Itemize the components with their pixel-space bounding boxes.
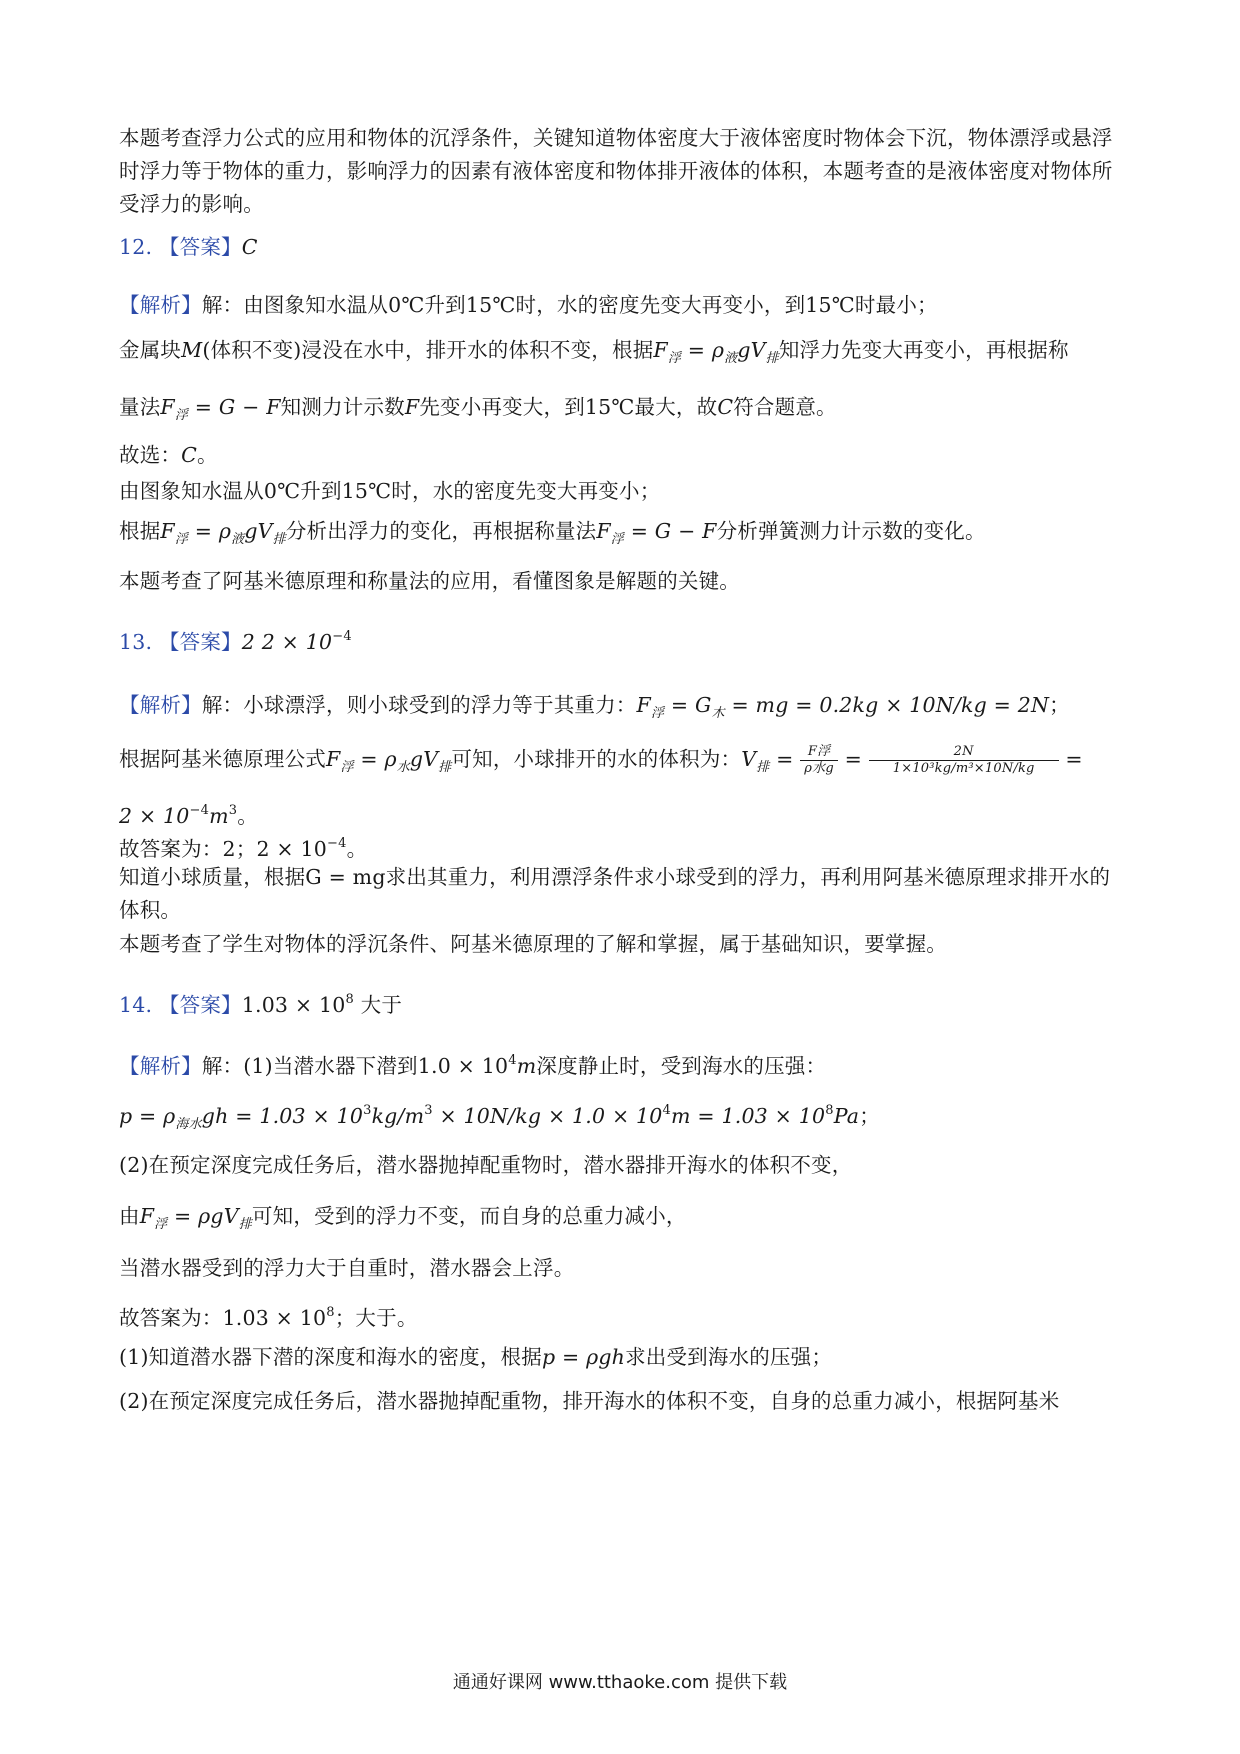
q14-method-line2: (2)在预定深度完成任务后，潜水器抛掉配重物，排开海水的体积不变，自身的总重力减小，根据阿基米 [119,1389,1060,1413]
q12-number: 12. [119,235,153,259]
page-footer: 通通好课网 www.tthaoke.com 提供下载 [452,1672,788,1693]
q14-analysis-line4: 由$F_浮 = \rho gV_排$可知，受到的浮力不变，而自身的总重力减小， [119,1204,687,1232]
q12-analysis-label: 【解析】 [119,293,202,317]
q12-analysis-line1: 【解析】解：由图象知水温从0℃升到15℃时，水的密度先变大再变小，到15℃时最小； [119,293,938,317]
fraction-buoyancy-over-density: $\frac{\text{F浮}}{\text{ρ水g}}$ [800,744,838,777]
q14-number: 14. [119,993,153,1017]
q13-analysis-label: 【解析】 [119,693,202,717]
q13-comment-line: 本题考查了学生对物体的浮沉条件、阿基米德原理的了解和掌握，属于基础知识，要掌握。 [119,932,947,956]
q13-answer: 13. 【答案】2 $2 \times 10^{-4}$ [119,629,352,654]
q14-answer: 14. 【答案】$1.03 \times 10^8$ 大于 [119,992,403,1017]
q12-recap-line: 由图象知水温从0℃升到15℃时，水的密度先变大再变小； [119,479,661,503]
q13-analysis-line2: 根据阿基米德原理公式$F_浮 = \rho_水gV_排$可知，小球排开的水的体积为：$V_排$ = $\frac{\text{F浮}}{\text{ρ水g}}$ = $\frac{2N}{\text{1×10³kg/m³×10N/kg}}$ = [119,744,1083,776]
q11-summary: 本题考查浮力公式的应用和物体的沉浮条件，关键知道物体密度大于液体密度时物体会下沉，物体漂浮或悬浮时浮力等于物体的重力，影响浮力的因素有液体密度和物体排开液体的体积，本题考查的是液体密度对物体所受浮力的影响。 [119,126,1113,216]
q13-analysis-line1: 【解析】解：小球漂浮，则小球受到的浮力等于其重力：$F_浮 = G_木$ = mg = 0.2kg × 10N/kg = 2N； [119,693,1070,721]
q14-method-line1: (1)知道潜水器下潜的深度和海水的密度，根据p = ρgh求出受到海水的压强； [119,1345,833,1369]
q12-answer-value: C [241,235,258,259]
q12-choice-line: 故选：C。 [119,443,218,467]
q14-final-answer: 故答案为：$1.03 \times 10^8$；大于。 [119,1305,418,1330]
q14-analysis-line5: 当潜水器受到的浮力大于自重时，潜水器会上浮。 [119,1256,575,1280]
q14-answer-label: 【答案】 [158,993,242,1017]
q13-final-answer: 故答案为：2；$2 \times 10^{-4}$。 [119,836,368,861]
q14-analysis-line3: (2)在预定深度完成任务后，潜水器抛掉配重物时，潜水器排开海水的体积不变， [119,1153,853,1177]
q12-answer-label: 【答案】 [158,235,242,259]
q14-analysis-line1: 【解析】解：(1)当潜水器下潜到$1.0 \times 10^4m$深度静止时，受到海水的压强： [119,1053,827,1078]
q13-method: 知道小球质量，根据G = mg求出其重力，利用漂浮条件求小球受到的浮力，再利用阿基米德原理求排开水的体积。 [119,865,1111,922]
q12-comment-line: 本题考查了阿基米德原理和称量法的应用，看懂图象是解题的关键。 [119,569,740,593]
q14-analysis-label: 【解析】 [119,1054,202,1078]
q12-answer [119,232,1119,262]
q13-result-line: $2 \times 10^{-4}m^3$。 [119,803,258,828]
q12-method-line: 根据$F_浮 = \rho_液gV_排$分析出浮力的变化，再根据称量法$F_浮 = G - F$分析弹簧测力计示数的变化。 [119,519,986,547]
q12-analysis-line2: 金属块M(体积不变)浸没在水中，排开水的体积不变，根据$F_浮 = \rho_液gV_排$知浮力先变大再变小，再根据称 [119,338,1069,366]
q12-analysis-line3: 量法$F_浮 = G - F$知测力计示数F先变小再变大，到15℃最大，故C符合题意。 [119,395,837,423]
q13-number: 13. [119,630,153,654]
q14-pressure-formula: $p = \rho_{海水}gh = 1.03 \times 10^3kg/m^3 \times 10N/kg \times 1.0 \times 10^4m = 1.03 \times 10^8Pa$； [119,1103,880,1132]
fraction-numeric: $\frac{2N}{\text{1×10³kg/m³×10N/kg}}$ [869,744,1059,777]
q13-answer-label: 【答案】 [158,630,242,654]
